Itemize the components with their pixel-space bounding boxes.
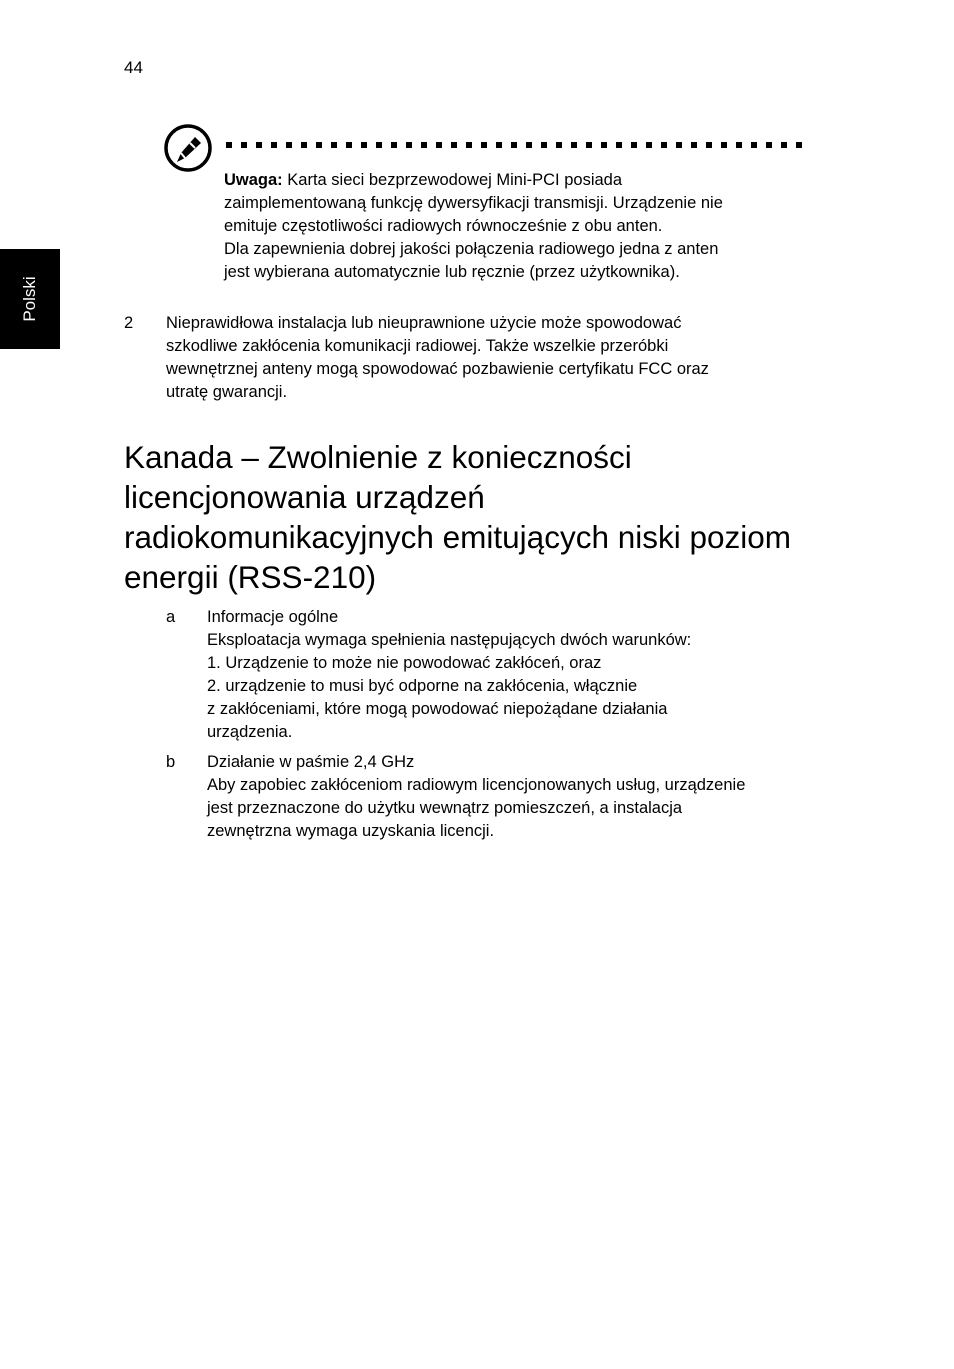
item-text bbox=[166, 312, 814, 404]
sub-item-line: 1. Urządzenie to może nie powodować zakłóceń, oraz bbox=[207, 654, 602, 672]
section-heading bbox=[124, 437, 834, 597]
sub-item-letter: a bbox=[166, 608, 176, 626]
sub-item-line: z zakłóceniami, które mogą powodować niepożądane działania bbox=[207, 700, 668, 718]
note-line-4: Dla zapewnienia dobrej jakości połączenia radiowego jedna z anten bbox=[224, 240, 719, 258]
note-body bbox=[224, 169, 814, 284]
page-number: 44 bbox=[124, 58, 143, 77]
note-label: Uwaga: bbox=[224, 171, 283, 189]
sub-item-line: Eksploatacja wymaga spełnienia następujących dwóch warunków: bbox=[207, 631, 692, 649]
sub-item-line: zewnętrzna wymaga uzyskania licencji. bbox=[207, 822, 495, 840]
sub-item-line: Informacje ogólne bbox=[207, 608, 339, 626]
sub-item-line: urządzenia. bbox=[207, 723, 293, 741]
note-line-2: zaimplementowaną funkcję dywersyfikacji transmisji. Urządzenie nie bbox=[224, 194, 723, 212]
sub-item-line: jest przeznaczone do użytku wewnątrz pomieszczeń, a instalacja bbox=[207, 799, 683, 817]
heading-line: licencjonowania urządzeń bbox=[124, 479, 485, 515]
heading-line: radiokomunikacyjnych emitujących niski poziom bbox=[124, 519, 792, 555]
sub-item-content bbox=[207, 606, 826, 744]
sub-item-content bbox=[207, 751, 826, 843]
heading-line: energii (RSS-210) bbox=[124, 559, 377, 595]
note-line-1 bbox=[224, 169, 814, 192]
note-dotted-rule bbox=[226, 142, 810, 148]
note-pencil-icon bbox=[164, 124, 212, 172]
note-line-3: emituje częstotliwości radiowych równocześnie z obu anten. bbox=[224, 217, 663, 235]
sub-item-letter: b bbox=[166, 753, 176, 771]
item-number: 2 bbox=[124, 314, 134, 332]
item-line: szkodliwe zakłócenia komunikacji radiowej. Także wszelkie przeróbki bbox=[166, 337, 669, 355]
language-tab bbox=[0, 249, 60, 349]
heading-line: Kanada – Zwolnienie z konieczności bbox=[124, 439, 632, 475]
note-line-5: jest wybierana automatycznie lub ręcznie (przez użytkownika). bbox=[224, 263, 680, 281]
sub-item-line: Działanie w paśmie 2,4 GHz bbox=[207, 753, 415, 771]
item-line: Nieprawidłowa instalacja lub nieuprawnione użycie może spowodować bbox=[166, 314, 682, 332]
sub-item-line: 2. urządzenie to musi być odporne na zakłócenia, włącznie bbox=[207, 677, 638, 695]
sub-item-a bbox=[166, 606, 826, 744]
numbered-item-2 bbox=[124, 312, 814, 404]
item-line: utratę gwarancji. bbox=[166, 383, 288, 401]
sub-item-b bbox=[166, 751, 826, 843]
item-line: wewnętrznej anteny mogą spowodować pozbawienie certyfikatu FCC oraz bbox=[166, 360, 709, 378]
note-text: Karta sieci bezprzewodowej Mini-PCI posiada bbox=[282, 171, 623, 189]
language-tab-label: Polski bbox=[20, 276, 39, 322]
sub-item-line: Aby zapobiec zakłóceniom radiowym licencjonowanych usług, urządzenie bbox=[207, 776, 746, 794]
